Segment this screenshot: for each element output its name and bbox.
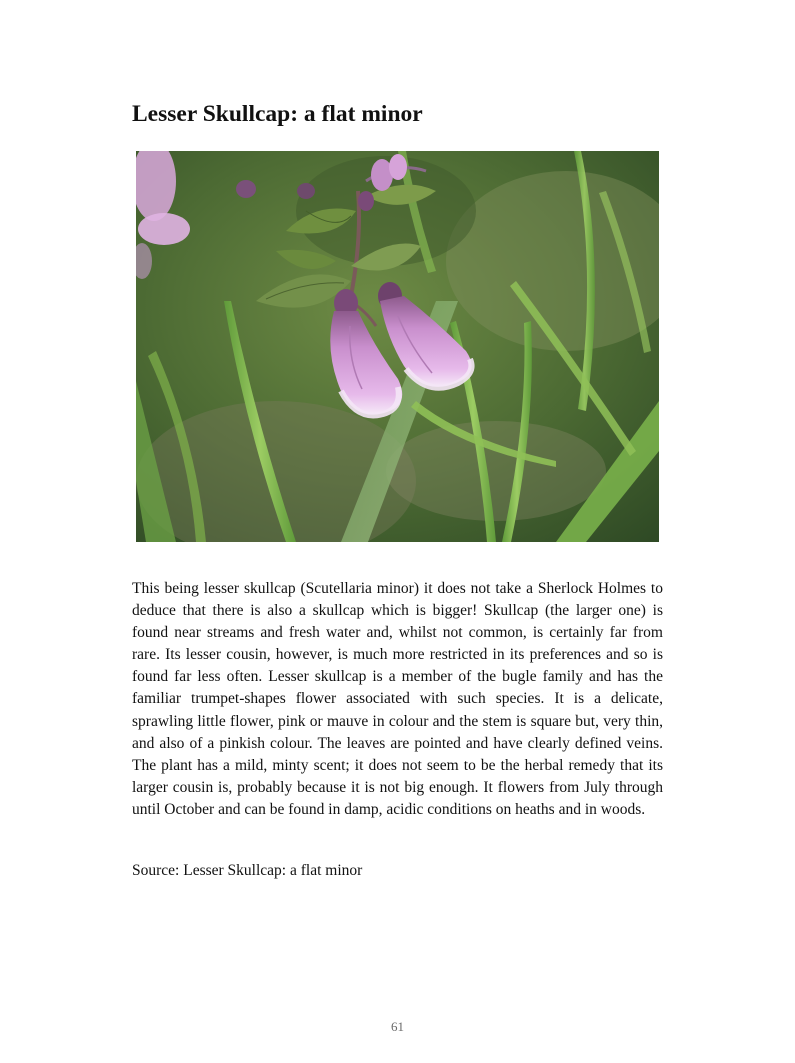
flower-photo-illustration — [136, 151, 659, 542]
flower-photo — [136, 151, 659, 542]
article-body: This being lesser skullcap (Scutellaria minor) it does not take a Sherlock Holmes to deduce that there is also a skullcap which is bigger! Skullcap (the larger one) is found near streams and fresh water and, whilst not common, is certainly far from rare. Its lesser cousin, however, is much more restricted in its preferences and so is found far less often. Lesser skullcap is a member of the bugle family and has the familiar trumpet-shapes flower associated with such species. It is a delicate, sprawling little flower, pink or mauve in colour and the stem is square but, very thin, and also of a pinkish colour. The leaves are pointed and have clearly defined veins. The plant has a mild, minty scent; it does not seem to be the herbal remedy that its larger cousin is, probably because it is not big enough. It flowers from July through until October and can be found in damp, acidic conditions on heaths and in woods. — [132, 580, 663, 818]
source-line: Source: Lesser Skullcap: a flat minor — [132, 862, 363, 879]
page-title: Lesser Skullcap: a flat minor — [132, 101, 423, 127]
page-number: 61 — [391, 1019, 404, 1034]
